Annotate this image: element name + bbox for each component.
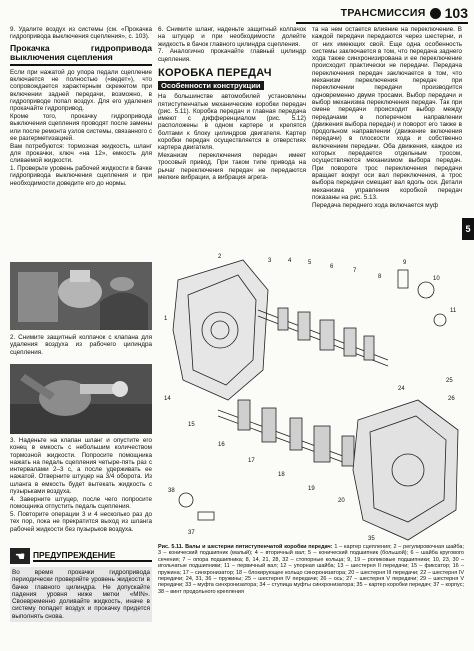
paragraph: Передача переднего хода включается муф: [312, 201, 438, 209]
paragraph: 3. Наденьте на клапан шланг и опустите его конец в емкость с небольшим количеством тормозной жидкости. Попросите помощника нажать на педаль сцепления четыре-пять раз с интервалами 2–3 с, а после удерживать ее нажатой. Отверните штуцер на 3/4 оборота. Из шланга в емкость будет вытекать жидкость с пузырьками воздуха.: [10, 437, 152, 496]
photo-bleeder: [10, 364, 152, 434]
paragraph: Механизм переключения передач имеет тросовый привод. При таком типе привода на рычаг переключения передач не передаются мелкие вибрации, а вибрация агрега-: [158, 152, 306, 182]
svg-text:5: 5: [308, 260, 312, 266]
svg-text:7: 7: [353, 268, 357, 274]
paragraph: 5. Повторите операции 3 и 4 несколько раз до тех пор, пока не прекратится выход из шланга рабочей жидкости без пузырьков воздуха.: [10, 510, 152, 533]
running-header: [341, 4, 468, 22]
svg-text:15: 15: [188, 422, 195, 428]
svg-text:19: 19: [308, 486, 315, 492]
svg-text:3: 3: [268, 258, 272, 264]
figure-caption: [158, 544, 464, 595]
column-right: [312, 26, 462, 209]
svg-text:11: 11: [450, 308, 457, 314]
header-bullet-icon: [430, 8, 441, 19]
svg-text:10: 10: [433, 276, 440, 282]
svg-text:2: 2: [218, 254, 222, 260]
paragraph: На большинстве автомобилей установлены пятиступенчатые механические коробки передач (рис. 5.11). Коробка передач и главная передача имеют с дифференциалом (рис. 5.12) расположены в одном картере и крепятся болтами к блоку цилиндров двигателя. Картер коробки передач осуществляется в отверстиях картера двигателя.: [158, 93, 306, 152]
svg-text:6: 6: [330, 264, 334, 270]
paragraph: Кроме того, прокачку гидропривода выключения сцепления проводят после замены или после ремонта узлов системы, связанного с ее разгерметизацией.: [10, 113, 152, 142]
warning-hand-icon: ☚: [10, 548, 30, 564]
svg-text:8: 8: [378, 274, 382, 280]
svg-text:18: 18: [278, 472, 285, 478]
svg-text:24: 24: [398, 386, 405, 392]
svg-text:16: 16: [218, 442, 225, 448]
warning-header: [10, 548, 152, 564]
header-rule: [296, 22, 468, 24]
paragraph: 9. Удалите воздух из системы (см. «Прокачка гидропривода выключения сцепления», с. 103).: [10, 26, 152, 41]
paragraph: 6. Снимите шланг, наденьте защитный колпачок на штуцер и при необходимости долейте жидкость в бачок главного цилиндра сцепления.: [158, 26, 306, 48]
svg-text:17: 17: [248, 458, 255, 464]
warning-box: [10, 548, 152, 622]
svg-text:38: 38: [168, 488, 175, 494]
svg-text:9: 9: [403, 260, 407, 266]
svg-text:26: 26: [448, 396, 455, 402]
chapter-tab: 5: [462, 218, 474, 240]
section-title: ТРАНСМИССИЯ: [340, 7, 426, 19]
gearbox-exploded-diagram: [158, 250, 464, 542]
warning-title: ПРЕДУПРЕЖДЕНИЕ: [33, 550, 152, 562]
svg-text:20: 20: [338, 498, 345, 504]
paragraph: та на нем остается влияние на переключение. В каждой передачи передаются через шестерни, и от них имеющих свой. Еще одна особенность системы заключается в том, что передача заднего хода также синхронизирована и ее переключение происходит практически не передачи. Передача переключения передач заключается в том, что механизм переключения передач при переключении передачи производится одновременно двумя тросами. Выбор передачи и выбор механизма переключения передач. Так при смене передачи происходит выбор между передачами в поперечном направлении (движения выбора передач) и поворот его также в продольном направлении (движение включения передачи) в плоскости хода и собственно включением передачи. Оба движения, каждое из которых передается отдельным тросом, осуществляются механизмом выбора передач. При повороте трос переключения передачи вращает вокруг оси вал переключения, а трос выбора передачи смещает вал вдоль оси. Детали механизма управления коробкой передач показаны на рис. 5.13.: [312, 26, 462, 201]
subsection-heading: Особенности конструкции: [158, 81, 264, 90]
paragraph: 4. Заверните штуцер, после чего попросите помощника отпустить педаль сцепления.: [10, 495, 152, 511]
svg-text:25: 25: [446, 378, 453, 384]
svg-text:35: 35: [368, 536, 375, 542]
column-left: [10, 26, 152, 188]
svg-text:37: 37: [188, 530, 195, 536]
photo-caption: 2. Снимите защитный колпачок с клапана для удаления воздуха из рабочего цилиндра сцепления.: [10, 334, 152, 356]
svg-text:14: 14: [164, 396, 171, 402]
svg-text:1: 1: [164, 316, 168, 322]
svg-text:4: 4: [288, 258, 292, 264]
paragraph: Вам потребуются: тормозная жидкость, шланг для прокачки, ключ «на 12», емкость для сливаемой жидкости.: [10, 142, 152, 165]
paragraph: Если при нажатой до упора педали сцепление включается не полностью («ведет»), что сопровождается характерным скрежетом при включении задней передачи, возможно, в гидроприводе попал воздух. Для его удаления прокачайте гидропривод.: [10, 68, 152, 113]
column-middle: [158, 26, 306, 182]
warning-text: Во время прокачки гидропривода периодически проверяйте уровень жидкости в бачке главного цилиндра. Не допускайте падения уровня ниже метки «MIN». Своевременно доливайте жидкость, иначе в систему попадет воздух и прокачку придется выполнять снова.: [10, 567, 152, 622]
section-heading: Прокачка гидропривода выключения сцепления: [10, 44, 152, 66]
photo-reservoir: [10, 262, 152, 330]
paragraph: 7. Аналогично прокачайте главный цилиндр сцепления.: [158, 48, 306, 63]
column-left-lower: [10, 437, 152, 533]
diagram-drawing: [158, 250, 464, 542]
figure-legend: 1 – картер сцепления; 2 – регулировочная шайба; 3 – конический подшипник (малый); 4 – вторичный вал; 5 – конический подшипник (большой); 6 – шайба кругового сечения; 7 – опора подшипника; 8, 14, 21, 28, 32 – стопорные кольца; 9, 19 – роликовые подшипники; 10, 23, 30 – игольчатые подшипники; 11 – первичный вал; 12 – упорная шайба; 13 – шестерня II передачи; 15 – фиксатор; 16 – пружина; 17 – синхронизатор; 18 – блокирующее кольцо синхронизатора; 20 – шестерня III передачи; 22 – шестерня IV передачи; 24, 31, 36 – пружины; 25 – шестерня IV передачи; 26 – ось; 27 – шестерня V передачи; 29 – шестерня V передачи; 33 – муфта синхронизатора; 34 – ступица муфты синхронизатора; 35 – картер коробки передач; 37 – корпус; 38 – винт продольного крепления: [158, 544, 464, 595]
chapter-heading: КОРОБКА ПЕРЕДАЧ: [158, 66, 272, 79]
figure-label: Рис. 5.11. Валы и шестерни пятиступенчатой коробки передач:: [158, 544, 333, 550]
paragraph: 1. Проверьте уровень рабочей жидкости в бачке гидропривода выключения сцепления и при необходимости доведите его до нормы.: [10, 165, 152, 187]
page-number: 103: [444, 5, 468, 21]
